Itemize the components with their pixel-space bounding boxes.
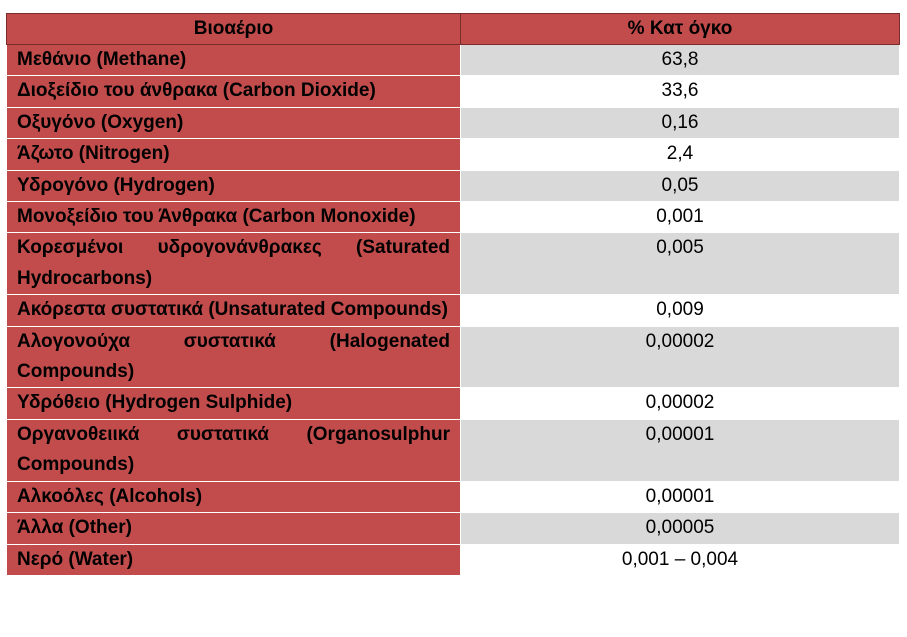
component-value: 0,00002 (461, 326, 900, 388)
component-value: 0,00005 (461, 513, 900, 544)
component-value: 0,001 (461, 202, 900, 233)
component-value: 0,16 (461, 107, 900, 138)
component-name: Κορεσμένοι υδρογονάνθρακες (Saturated Hydrocarbons) (7, 233, 461, 295)
component-name: Μονοξείδιο του Άνθρακα (Carbon Monoxide) (7, 202, 461, 233)
component-value: 0,001 – 0,004 (461, 544, 900, 575)
table-row (7, 481, 900, 512)
table-row (7, 388, 900, 419)
table-row (7, 233, 900, 295)
component-value: 0,00001 (461, 419, 900, 481)
table-row (7, 326, 900, 388)
component-name: Οξυγόνο (Oxygen) (7, 107, 461, 138)
table-row (7, 544, 900, 575)
component-value: 0,009 (461, 295, 900, 326)
component-value: 0,00002 (461, 388, 900, 419)
table-row (7, 295, 900, 326)
component-value: 63,8 (461, 45, 900, 76)
component-name: Αλκοόλες (Alcohols) (7, 481, 461, 512)
header-percent-volume: % Κατ όγκο (461, 14, 900, 45)
component-name: Υδρογόνο (Hydrogen) (7, 170, 461, 201)
table-row (7, 107, 900, 138)
component-name: Υδρόθειο (Hydrogen Sulphide) (7, 388, 461, 419)
component-value: 2,4 (461, 139, 900, 170)
component-value: 0,00001 (461, 481, 900, 512)
biogas-table-container (6, 13, 899, 576)
table-row (7, 419, 900, 481)
component-name: Άζωτο (Nitrogen) (7, 139, 461, 170)
table-row (7, 513, 900, 544)
component-name: Διοξείδιο του άνθρακα (Carbon Dioxide) (7, 76, 461, 107)
component-value: 0,005 (461, 233, 900, 295)
table-row (7, 170, 900, 201)
table-row (7, 202, 900, 233)
component-value: 0,05 (461, 170, 900, 201)
component-name: Ακόρεστα συστατικά (Unsaturated Compounds) (7, 295, 461, 326)
table-row (7, 45, 900, 76)
component-name: Αλογονούχα συστατικά (Halogenated Compounds) (7, 326, 461, 388)
component-value: 33,6 (461, 76, 900, 107)
component-name: Μεθάνιο (Methane) (7, 45, 461, 76)
component-name: Άλλα (Other) (7, 513, 461, 544)
table-row (7, 76, 900, 107)
component-name: Οργανοθειικά συστατικά (Organosulphur Compounds) (7, 419, 461, 481)
biogas-composition-table (6, 13, 900, 576)
component-name: Νερό (Water) (7, 544, 461, 575)
table-header-row (7, 14, 900, 45)
table-row (7, 139, 900, 170)
header-biogas: Βιοαέριο (7, 14, 461, 45)
